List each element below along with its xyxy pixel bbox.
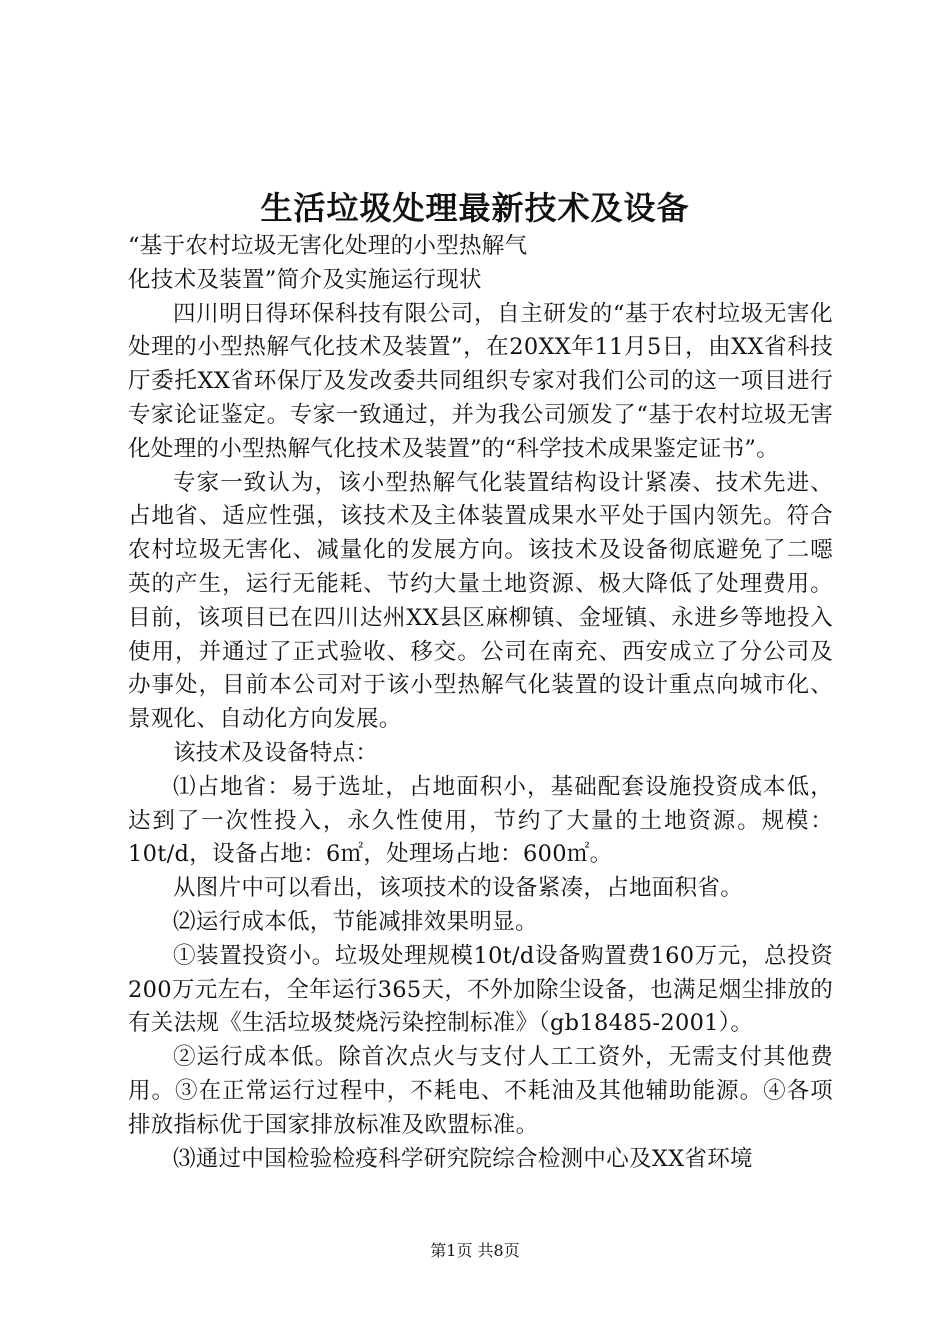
subtitle-line-1: “基于农村垃圾无害化处理的小型热解气 [128, 233, 528, 259]
document-body [128, 230, 833, 1176]
document-title: 生活垃圾处理最新技术及设备 [260, 189, 690, 227]
paragraph-feature-2: ⑵运行成本低，节能减排效果明显。 [173, 908, 538, 935]
subtitle-line-2: 化技术及装置”简介及实施运行现状 [128, 266, 482, 293]
paragraph-features-heading: 该技术及设备特点： [173, 739, 379, 766]
paragraph-feature-1: ⑴占地省：易于选址，占地面积小，基础配套设施投资成本低，达到了一次性投入，永久性使用，节约了大量的土地资源。规模：10t/d，设备占地：6㎡，处理场占地：600㎡。 [128, 773, 833, 868]
paragraph-investment: ①装置投资小。垃圾处理规模10t/d设备购置费160万元，总投资200万元左右，全年运行365天，不外加除尘设备，也满足烟尘排放的有关法规《生活垃圾焚烧污染控制标准》（gb18485-2001）。 [128, 942, 833, 1037]
paragraph-expert-opinion: 专家一致认为，该小型热解气化装置结构设计紧凑、技术先进、占地省、适应性强，该技术及主体装置成果水平处于国内领先。符合农村垃圾无害化、减量化的发展方向。该技术及设备彻底避免了二噁英的产生，运行无能耗、节约大量土地资源、极大降低了处理费用。目前，该项目已在四川达州XX县区麻柳镇、金垭镇、永进乡等地投入使用，并通过了正式验收、移交。公司在南充、西安成立了分公司及办事处，目前本公司对于该小型热解气化装置的设计重点向城市化、景观化、自动化方向发展。 [128, 469, 833, 733]
paragraph-company-intro: 四川明日得环保科技有限公司，自主研发的“基于农村垃圾无害化处理的小型热解气化技术及装置”，在20XX年11月5日，由XX省科技厅委托XX省环保厅及发改委共同组织专家对我们公司的这一项目进行专家论证鉴定。专家一致通过，并为我公司颁发了“基于农村垃圾无害化处理的小型热解气化技术及装置”的“科学技术成果鉴定证书”。 [128, 300, 833, 462]
page-footer: 第1页 共8页 [430, 1241, 520, 1260]
paragraph-feature-3: ⑶通过中国检验检疫科学研究院综合检测中心及XX省环境 [173, 1145, 753, 1172]
paragraph-operating-cost: ②运行成本低。除首次点火与支付人工工资外，无需支付其他费用。③在正常运行过程中，不耗电、不耗油及其他辅助能源。④各项排放指标优于国家排放标准及欧盟标准。 [128, 1044, 833, 1138]
paragraph-image-note: 从图片中可以看出，该项技术的设备紧凑，占地面积省。 [173, 875, 744, 902]
